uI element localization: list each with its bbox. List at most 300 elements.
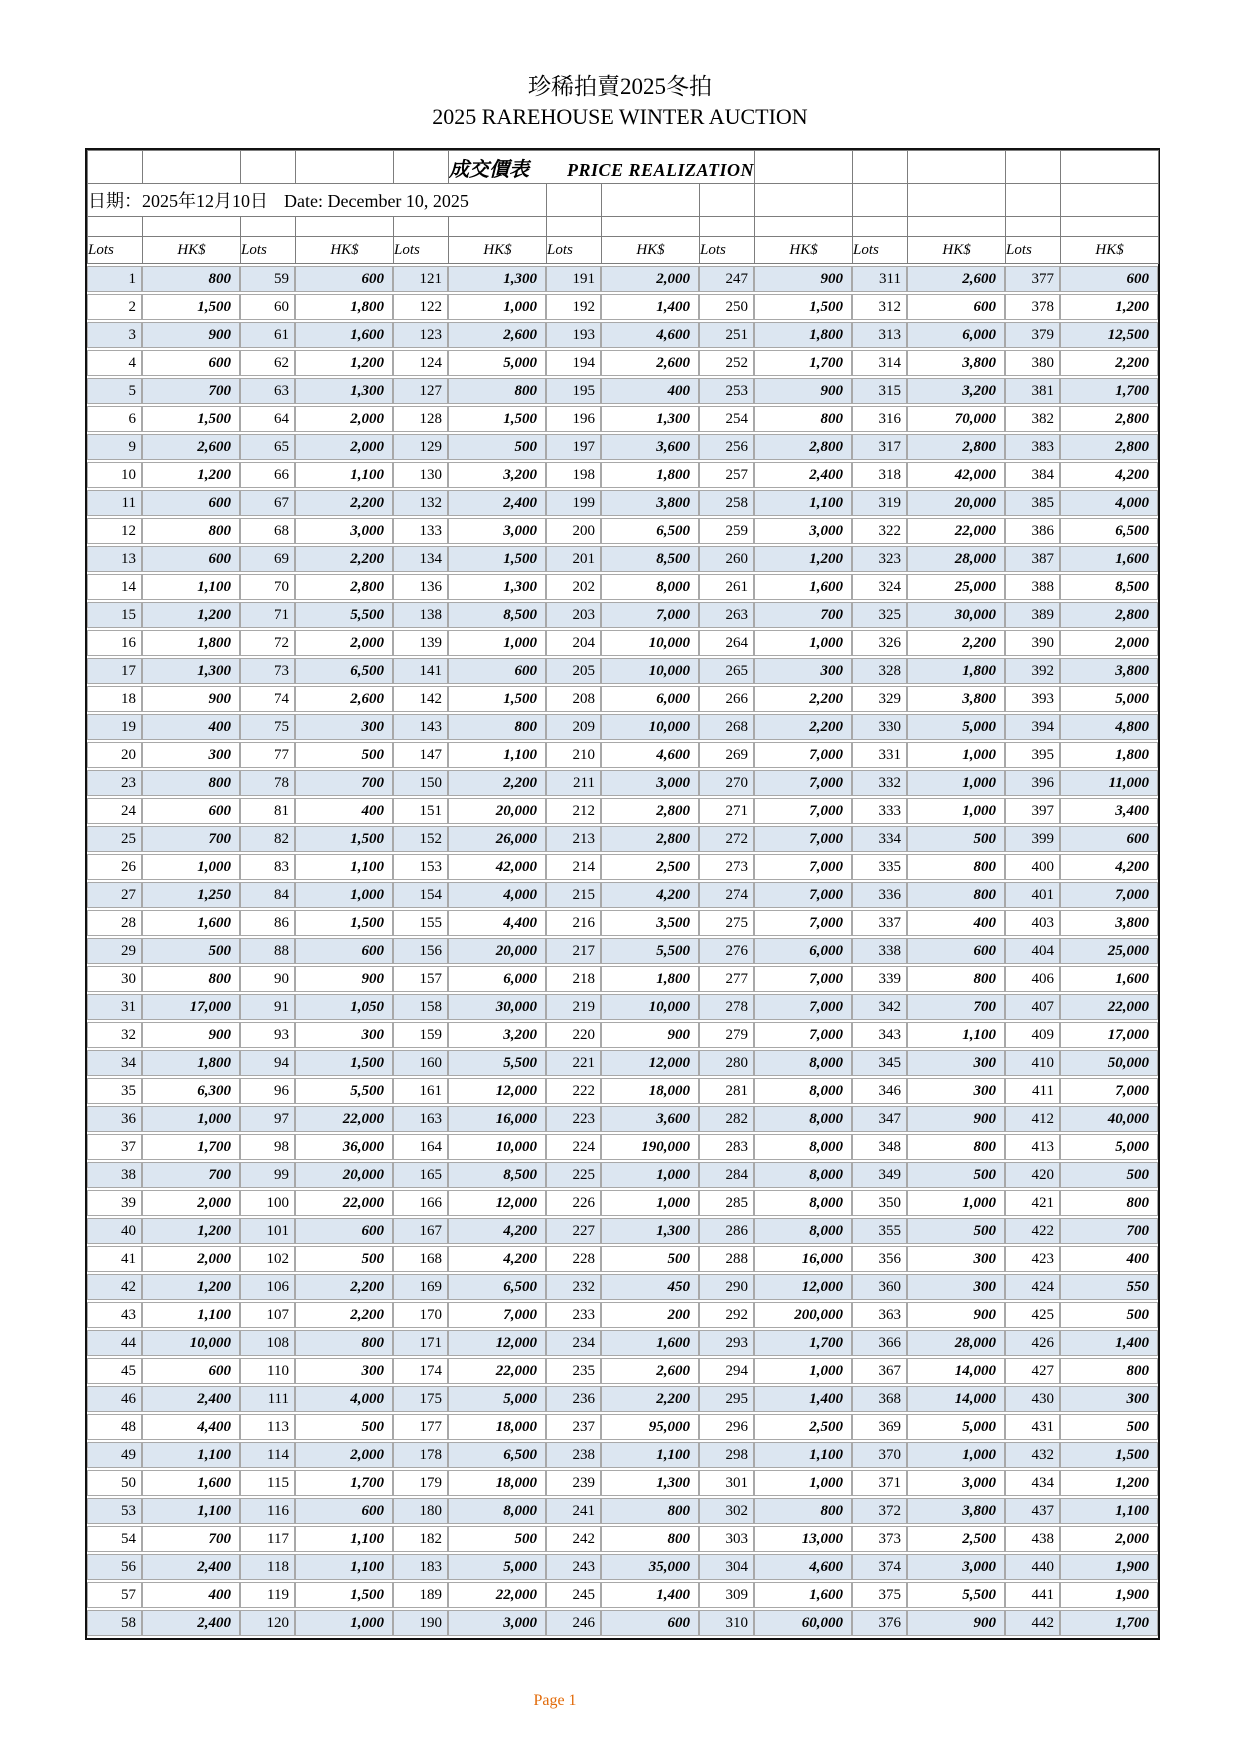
table-row [87,434,1158,460]
lot-number-cell: 251 [699,322,754,348]
price-cell: 400 [907,910,1005,936]
col-header-price: HK$ [908,237,1006,264]
table-row [87,854,1158,880]
price-cell: 1,000 [448,294,546,320]
price-cell: 28,000 [907,546,1005,572]
lot-number-cell: 44 [87,1330,142,1356]
price-cell: 1,100 [295,462,393,488]
price-cell: 900 [601,1022,699,1048]
lot-number-cell: 273 [699,854,754,880]
lot-number-cell: 260 [699,546,754,572]
price-cell: 1,900 [1060,1582,1158,1608]
table-row [87,798,1158,824]
price-cell: 800 [142,966,240,992]
price-cell: 700 [142,1526,240,1552]
lot-number-cell: 263 [699,602,754,628]
price-cell: 300 [295,1022,393,1048]
price-cell: 1,200 [142,462,240,488]
price-cell: 1,300 [601,1218,699,1244]
table-row [87,714,1158,740]
lot-number-cell: 127 [393,378,448,404]
price-cell: 700 [1060,1218,1158,1244]
price-cell: 800 [754,1498,852,1524]
price-cell: 8,000 [754,1078,852,1104]
price-cell: 800 [601,1498,699,1524]
lot-number-cell: 395 [1005,742,1060,768]
lot-number-cell: 379 [1005,322,1060,348]
price-cell: 800 [1060,1358,1158,1384]
lot-number-cell: 396 [1005,770,1060,796]
price-cell: 6,000 [448,966,546,992]
price-cell: 300 [907,1050,1005,1076]
lot-number-cell: 18 [87,686,142,712]
lot-number-cell: 258 [699,490,754,516]
lot-number-cell: 279 [699,1022,754,1048]
lot-number-cell: 193 [546,322,601,348]
price-cell: 800 [754,406,852,432]
lot-number-cell: 383 [1005,434,1060,460]
lot-number-cell: 197 [546,434,601,460]
price-cell: 1,500 [295,1582,393,1608]
lot-number-cell: 158 [393,994,448,1020]
lot-number-cell: 138 [393,602,448,628]
price-cell: 6,500 [448,1442,546,1468]
price-cell: 1,700 [142,1134,240,1160]
lot-number-cell: 201 [546,546,601,572]
price-cell: 4,000 [1060,490,1158,516]
price-cell: 2,800 [1060,406,1158,432]
lot-number-cell: 400 [1005,854,1060,880]
lot-number-cell: 292 [699,1302,754,1328]
lot-number-cell: 301 [699,1470,754,1496]
table-row [87,350,1158,376]
price-cell: 7,000 [754,854,852,880]
price-cell: 1,200 [1060,294,1158,320]
price-cell: 22,000 [295,1106,393,1132]
price-cell: 400 [142,714,240,740]
col-header-lots: Lots [1006,237,1061,264]
price-cell: 700 [142,826,240,852]
lot-number-cell: 220 [546,1022,601,1048]
price-cell: 7,000 [1060,1078,1158,1104]
lot-number-cell: 119 [240,1582,295,1608]
col-header-price: HK$ [449,237,547,264]
price-cell: 12,000 [448,1078,546,1104]
lot-number-cell: 334 [852,826,907,852]
price-cell: 5,000 [907,714,1005,740]
price-cell: 200,000 [754,1302,852,1328]
col-header-price: HK$ [1061,237,1159,264]
price-cell: 1,800 [601,462,699,488]
price-cell: 2,000 [142,1190,240,1216]
price-cell: 3,400 [1060,798,1158,824]
lot-number-cell: 253 [699,378,754,404]
lot-number-cell: 23 [87,770,142,796]
price-cell: 900 [907,1106,1005,1132]
price-cell: 6,500 [295,658,393,684]
lot-number-cell: 101 [240,1218,295,1244]
lot-number-cell: 329 [852,686,907,712]
price-cell: 2,200 [295,490,393,516]
lot-number-cell: 412 [1005,1106,1060,1132]
lot-number-cell: 117 [240,1526,295,1552]
price-cell: 1,000 [754,1470,852,1496]
price-cell: 10,000 [601,994,699,1020]
col-header-price: HK$ [296,237,394,264]
price-cell: 600 [142,350,240,376]
price-cell: 2,200 [295,546,393,572]
price-cell: 800 [1060,1190,1158,1216]
price-cell: 1,100 [142,1498,240,1524]
price-cell: 800 [907,966,1005,992]
price-cell: 4,200 [448,1218,546,1244]
lot-number-cell: 360 [852,1274,907,1300]
lot-number-cell: 16 [87,630,142,656]
lot-number-cell: 302 [699,1498,754,1524]
lot-number-cell: 326 [852,630,907,656]
price-cell: 6,000 [601,686,699,712]
price-cell: 1,000 [601,1190,699,1216]
price-cell: 500 [295,1414,393,1440]
price-cell: 1,700 [1060,378,1158,404]
price-cell: 1,500 [295,1050,393,1076]
lot-number-cell: 397 [1005,798,1060,824]
lot-number-cell: 153 [393,854,448,880]
table-row [87,994,1158,1020]
lot-number-cell: 204 [546,630,601,656]
price-cell: 22,000 [295,1190,393,1216]
price-cell: 5,500 [295,1078,393,1104]
lot-number-cell: 78 [240,770,295,796]
lot-number-cell: 236 [546,1386,601,1412]
price-cell: 1,800 [142,1050,240,1076]
lot-number-cell: 6 [87,406,142,432]
price-cell: 5,000 [1060,686,1158,712]
lot-number-cell: 332 [852,770,907,796]
lot-number-cell: 245 [546,1582,601,1608]
price-cell: 500 [601,1246,699,1272]
lot-number-cell: 189 [393,1582,448,1608]
price-cell: 1,500 [448,686,546,712]
price-cell: 3,000 [907,1554,1005,1580]
price-cell: 10,000 [601,658,699,684]
lot-number-cell: 159 [393,1022,448,1048]
lot-number-cell: 200 [546,518,601,544]
lot-number-cell: 175 [393,1386,448,1412]
lot-number-cell: 75 [240,714,295,740]
price-cell: 500 [907,1162,1005,1188]
lot-number-cell: 116 [240,1498,295,1524]
lot-number-cell: 438 [1005,1526,1060,1552]
lot-number-cell: 49 [87,1442,142,1468]
price-cell: 900 [142,322,240,348]
price-cell: 22,000 [448,1358,546,1384]
price-cell: 600 [142,490,240,516]
price-cell: 3,000 [754,518,852,544]
table-row [87,1386,1158,1412]
price-cell: 13,000 [754,1526,852,1552]
price-cell: 5,500 [601,938,699,964]
price-cell: 600 [1060,826,1158,852]
lot-number-cell: 5 [87,378,142,404]
lot-number-cell: 160 [393,1050,448,1076]
price-cell: 28,000 [907,1330,1005,1356]
lot-number-cell: 115 [240,1470,295,1496]
price-cell: 2,200 [295,1274,393,1300]
price-cell: 1,000 [907,798,1005,824]
price-cell: 2,000 [295,406,393,432]
price-cell: 7,000 [754,994,852,1020]
lot-number-cell: 37 [87,1134,142,1160]
lot-number-cell: 392 [1005,658,1060,684]
lot-number-cell: 343 [852,1022,907,1048]
table-header-section [87,150,1159,264]
price-cell: 3,000 [601,770,699,796]
price-cell: 1,000 [907,1190,1005,1216]
price-cell: 35,000 [601,1554,699,1580]
price-cell: 1,700 [754,1330,852,1356]
table-row [87,518,1158,544]
lot-number-cell: 283 [699,1134,754,1160]
lot-number-cell: 213 [546,826,601,852]
price-cell: 2,500 [907,1526,1005,1552]
lot-number-cell: 394 [1005,714,1060,740]
table-row [87,1022,1158,1048]
price-cell: 700 [295,770,393,796]
price-cell: 1,300 [448,574,546,600]
lot-number-cell: 38 [87,1162,142,1188]
lot-number-cell: 423 [1005,1246,1060,1272]
price-cell: 1,250 [142,882,240,908]
lot-number-cell: 216 [546,910,601,936]
lot-number-cell: 57 [87,1582,142,1608]
lot-number-cell: 264 [699,630,754,656]
lot-number-cell: 69 [240,546,295,572]
lot-number-cell: 53 [87,1498,142,1524]
lot-number-cell: 133 [393,518,448,544]
lot-number-cell: 224 [546,1134,601,1160]
price-cell: 40,000 [1060,1106,1158,1132]
price-cell: 7,000 [754,1022,852,1048]
lot-number-cell: 108 [240,1330,295,1356]
lot-number-cell: 64 [240,406,295,432]
price-cell: 1,000 [142,1106,240,1132]
table-row [87,966,1158,992]
lot-number-cell: 234 [546,1330,601,1356]
lot-number-cell: 257 [699,462,754,488]
price-cell: 1,100 [295,1526,393,1552]
price-cell: 1,800 [754,322,852,348]
lot-number-cell: 141 [393,658,448,684]
price-cell: 20,000 [448,798,546,824]
lot-number-cell: 311 [852,266,907,292]
price-cell: 1,600 [1060,966,1158,992]
price-cell: 8,000 [754,1218,852,1244]
lot-number-cell: 272 [699,826,754,852]
price-cell: 1,000 [142,854,240,880]
lot-number-cell: 192 [546,294,601,320]
price-cell: 2,400 [754,462,852,488]
lot-number-cell: 99 [240,1162,295,1188]
price-cell: 3,800 [1060,910,1158,936]
lot-number-cell: 388 [1005,574,1060,600]
table-row [87,322,1158,348]
price-cell: 5,000 [448,350,546,376]
price-cell: 1,800 [601,966,699,992]
lot-number-cell: 239 [546,1470,601,1496]
price-cell: 1,100 [142,574,240,600]
lot-number-cell: 96 [240,1078,295,1104]
price-cell: 12,000 [448,1330,546,1356]
lot-number-cell: 276 [699,938,754,964]
price-cell: 3,200 [907,378,1005,404]
price-cell: 95,000 [601,1414,699,1440]
table-row [87,1414,1158,1440]
price-cell: 16,000 [448,1106,546,1132]
price-cell: 4,200 [1060,854,1158,880]
document-header [0,72,1240,131]
lot-number-cell: 156 [393,938,448,964]
price-cell: 7,000 [754,882,852,908]
price-cell: 400 [1060,1246,1158,1272]
price-cell: 1,100 [448,742,546,768]
lot-number-cell: 226 [546,1190,601,1216]
col-header-lots: Lots [547,237,602,264]
lot-number-cell: 312 [852,294,907,320]
lot-number-cell: 63 [240,378,295,404]
table-row [87,1274,1158,1300]
lot-number-cell: 124 [393,350,448,376]
table-row [87,1610,1158,1636]
lot-number-cell: 422 [1005,1218,1060,1244]
price-cell: 1,200 [142,602,240,628]
price-realization-table [85,148,1160,1640]
price-cell: 26,000 [448,826,546,852]
lots-price-grid [87,264,1158,1638]
price-cell: 2,600 [601,350,699,376]
lot-number-cell: 195 [546,378,601,404]
lot-number-cell: 322 [852,518,907,544]
lot-number-cell: 372 [852,1498,907,1524]
lot-number-cell: 121 [393,266,448,292]
price-cell: 1,600 [142,1470,240,1496]
price-cell: 600 [295,1498,393,1524]
price-cell: 1,200 [142,1274,240,1300]
lot-number-cell: 247 [699,266,754,292]
lot-number-cell: 30 [87,966,142,992]
price-cell: 4,400 [142,1414,240,1440]
price-cell: 7,000 [754,826,852,852]
price-cell: 300 [907,1078,1005,1104]
lot-number-cell: 86 [240,910,295,936]
table-row [87,1246,1158,1272]
price-cell: 1,500 [448,406,546,432]
price-cell: 1,400 [1060,1330,1158,1356]
price-cell: 300 [754,658,852,684]
lot-number-cell: 168 [393,1246,448,1272]
lot-number-cell: 39 [87,1190,142,1216]
price-cell: 7,000 [754,770,852,796]
price-cell: 500 [448,1526,546,1552]
price-cell: 30,000 [907,602,1005,628]
lot-number-cell: 328 [852,658,907,684]
lot-number-cell: 107 [240,1302,295,1328]
lot-number-cell: 110 [240,1358,295,1384]
table-row [87,1442,1158,1468]
price-cell: 3,200 [448,1022,546,1048]
lot-number-cell: 411 [1005,1078,1060,1104]
table-row [87,770,1158,796]
lot-number-cell: 90 [240,966,295,992]
lot-number-cell: 432 [1005,1442,1060,1468]
price-cell: 1,100 [142,1442,240,1468]
price-cell: 500 [907,826,1005,852]
lot-number-cell: 369 [852,1414,907,1440]
lot-number-cell: 335 [852,854,907,880]
lot-number-cell: 285 [699,1190,754,1216]
lot-number-cell: 227 [546,1218,601,1244]
price-cell: 7,000 [754,798,852,824]
price-cell: 1,000 [295,1610,393,1636]
price-cell: 17,000 [142,994,240,1020]
price-cell: 30,000 [448,994,546,1020]
lot-number-cell: 368 [852,1386,907,1412]
table-row [87,602,1158,628]
price-cell: 16,000 [754,1246,852,1272]
price-cell: 1,600 [754,574,852,600]
price-cell: 1,500 [142,294,240,320]
lot-number-cell: 60 [240,294,295,320]
lot-number-cell: 2 [87,294,142,320]
lot-number-cell: 404 [1005,938,1060,964]
table-row [87,938,1158,964]
price-cell: 1,000 [448,630,546,656]
price-cell: 1,500 [142,406,240,432]
price-cell: 600 [142,546,240,572]
lot-number-cell: 219 [546,994,601,1020]
lot-number-cell: 40 [87,1218,142,1244]
lot-number-cell: 20 [87,742,142,768]
lot-number-cell: 304 [699,1554,754,1580]
price-cell: 14,000 [907,1386,1005,1412]
lot-number-cell: 152 [393,826,448,852]
price-cell: 500 [1060,1302,1158,1328]
lot-number-cell: 377 [1005,266,1060,292]
price-cell: 6,500 [448,1274,546,1300]
table-row [87,1470,1158,1496]
price-cell: 2,000 [295,1442,393,1468]
price-cell: 300 [907,1274,1005,1300]
lot-number-cell: 163 [393,1106,448,1132]
price-cell: 2,600 [142,434,240,460]
lot-number-cell: 336 [852,882,907,908]
col-header-price: HK$ [602,237,700,264]
price-cell: 2,200 [907,630,1005,656]
lot-number-cell: 434 [1005,1470,1060,1496]
price-cell: 5,000 [448,1386,546,1412]
price-cell: 25,000 [907,574,1005,600]
price-cell: 12,000 [448,1190,546,1216]
lot-number-cell: 356 [852,1246,907,1272]
lot-number-cell: 71 [240,602,295,628]
realization-title-zh: 成交價表 [449,158,529,181]
price-cell: 2,000 [142,1246,240,1272]
lot-number-cell: 271 [699,798,754,824]
lot-number-cell: 54 [87,1526,142,1552]
lot-number-cell: 182 [393,1526,448,1552]
lot-number-cell: 180 [393,1498,448,1524]
price-cell: 1,000 [295,882,393,908]
